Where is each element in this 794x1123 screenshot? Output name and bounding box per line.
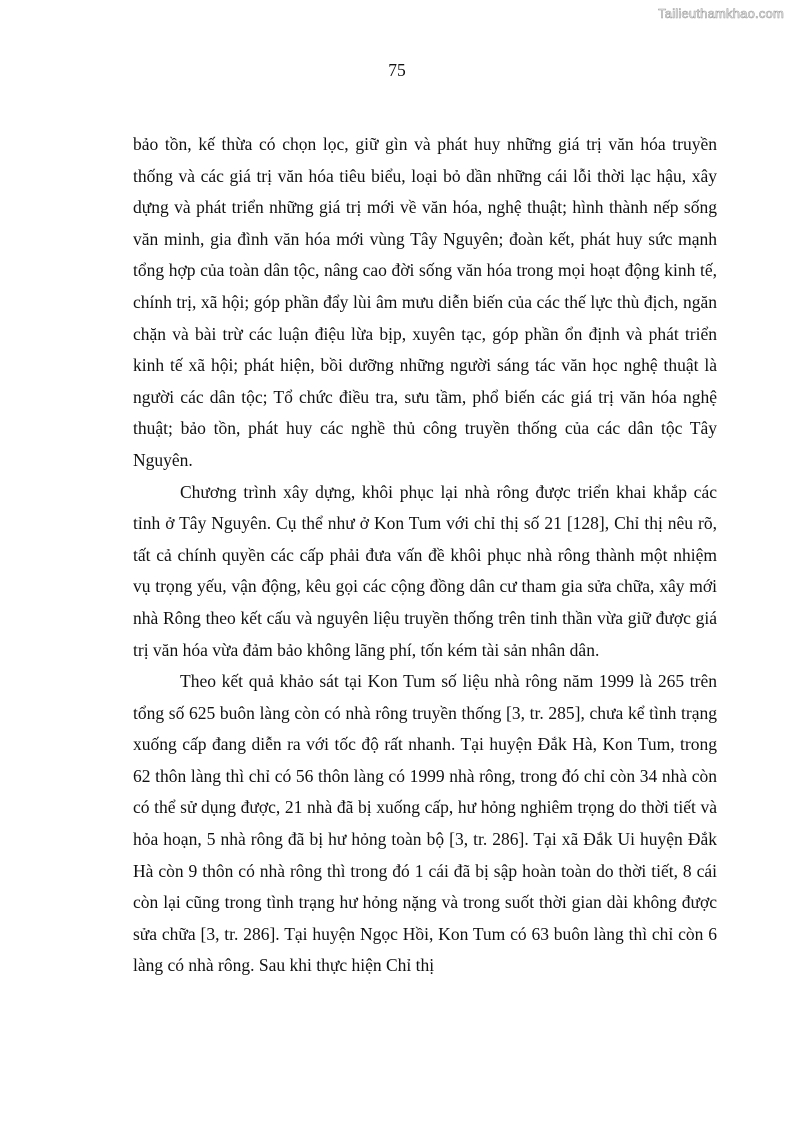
paragraph-nha-rong-program: Chương trình xây dựng, khôi phục lại nhà rông được triển khai khắp các tỉnh ở Tây Nguyên. Cụ thể như ở Kon Tum với chỉ thị số 21 [128], Chỉ thị nêu rõ, tất cả chính quyền các cấp phải đưa vấn đề khôi phục nhà rông thành một nhiệm vụ trọng yếu, vận động, kêu gọi các cộng đồng dân cư tham gia sửa chữa, xây mới nhà Rông theo kết cấu và nguyên liệu truyền thống trên tinh thần vừa giữ được giá trị văn hóa vừa đảm bảo không lãng phí, tốn kém tài sản nhân dân. — [133, 481, 717, 660]
watermark-text: Tailieuthamkhao.com — [658, 6, 784, 21]
page-number: 75 — [388, 60, 406, 80]
document-body — [133, 129, 717, 982]
paragraph-continuation: bảo tồn, kế thừa có chọn lọc, giữ gìn và phát huy những giá trị văn hóa truyền thống và các giá trị văn hóa tiêu biểu, loại bỏ dần những cái lỗi thời lạc hậu, xây dựng và phát triển những giá trị mới về văn hóa, nghệ thuật; hình thành nếp sống văn minh, gia đình văn hóa mới vùng Tây Nguyên; đoàn kết, phát huy sức mạnh tổng hợp của toàn dân tộc, nâng cao đời sống văn hóa trong mọi hoạt động kinh tế, chính trị, xã hội; góp phần đẩy lùi âm mưu diễn biến của các thế lực thù địch, ngăn chặn và bài trừ các luận điệu lừa bịp, xuyên tạc, góp phần ổn định và phát triển kinh tế xã hội; phát hiện, bồi dưỡng những người sáng tác văn học nghệ thuật là người các dân tộc; Tổ chức điều tra, sưu tầm, phổ biến các giá trị văn hóa nghệ thuật; bảo tồn, phát huy các nghề thủ công truyền thống của các dân tộc Tây Nguyên. — [133, 134, 717, 470]
paragraph-survey-results: Theo kết quả khảo sát tại Kon Tum số liệu nhà rông năm 1999 là 265 trên tổng số 625 buôn làng còn có nhà rông truyền thống [3, tr. 285], chưa kể tình trạng xuống cấp đang diễn ra với tốc độ rất nhanh. Tại huyện Đắk Hà, Kon Tum, trong 62 thôn làng thì chỉ có 56 thôn làng có 1999 nhà rông, trong đó chỉ còn 34 nhà còn có thể sử dụng được, 21 nhà đã bị xuống cấp, hư hỏng nghiêm trọng do thời tiết và hỏa hoạn, 5 nhà rông đã bị hư hỏng toàn bộ [3, tr. 286]. Tại xã Đắk Ui huyện Đắk Hà còn 9 thôn có nhà rông thì trong đó 1 cái đã bị sập hoàn toàn do thời tiết, 8 cái còn lại cũng trong tình trạng hư hỏng nặng và trong suốt thời gian dài không được sửa chữa [3, tr. 286]. Tại huyện Ngọc Hồi, Kon Tum có 63 buôn làng thì chỉ còn 6 làng có nhà rông. Sau khi thực hiện Chỉ thị — [133, 671, 717, 976]
